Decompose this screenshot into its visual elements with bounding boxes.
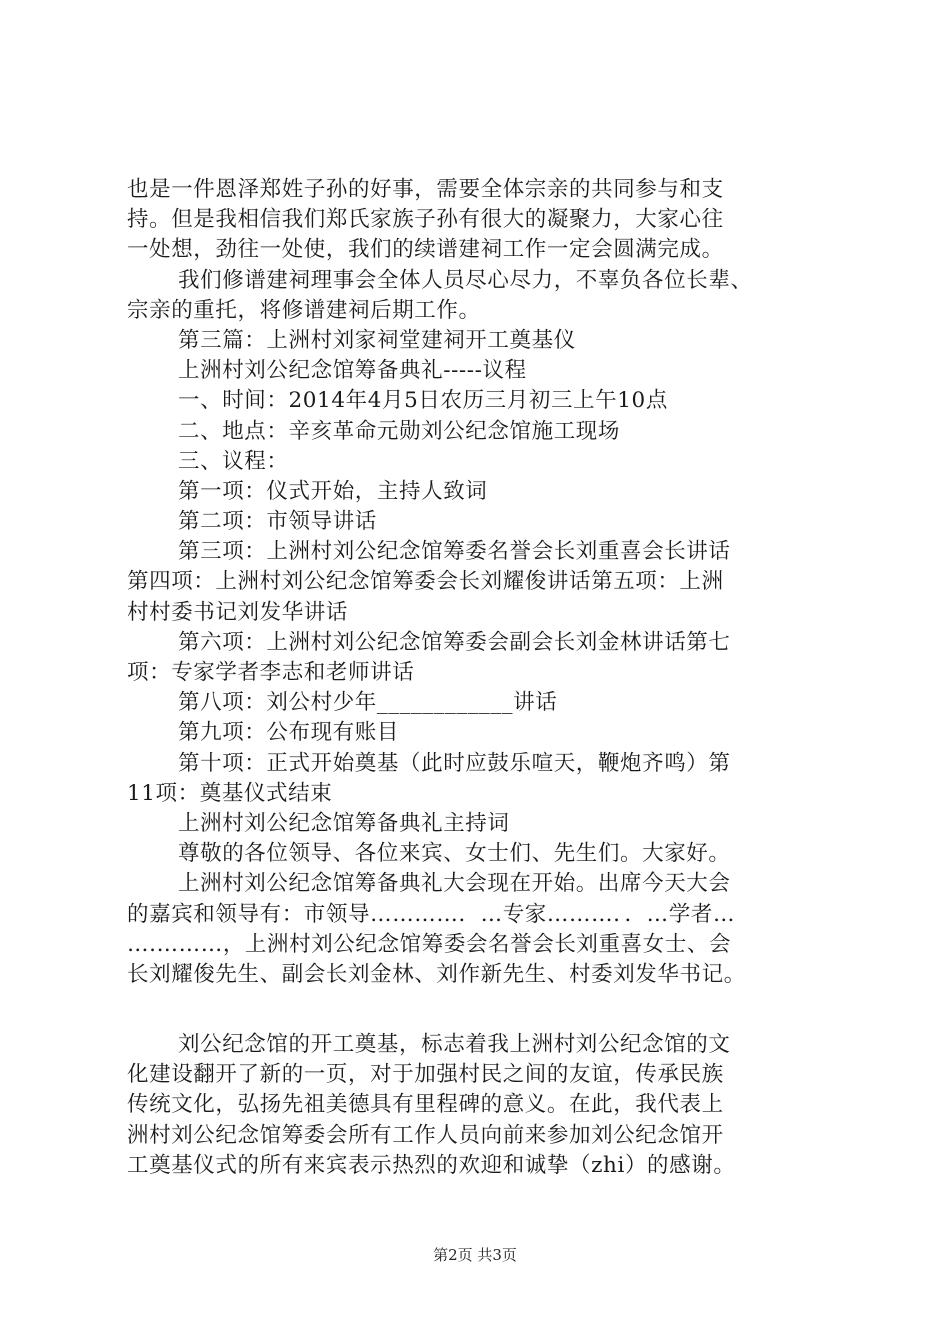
text-line: 持。但是我相信我们郑氏家族子孙有很大的凝聚力，大家心往 (127, 207, 724, 233)
text-line: 第二项：市领导讲话 (178, 509, 377, 535)
text-line: 尊敬的各位领导、各位来宾、女士们、先生们。大家好。 (178, 841, 731, 867)
paragraph-gap (127, 990, 827, 1030)
text-line: 长刘耀俊先生、副会长刘金林、刘作新先生、村委刘发华书记。 (127, 961, 746, 987)
text-line: 第九项：公布现有账目 (178, 720, 400, 746)
text-line: ….………，上洲村刘公纪念馆筹委会名誉会长刘重喜女士、会 (127, 931, 732, 957)
text-line: 工奠基仪式的所有来宾表示热烈的欢迎和诚挚（zhi）的感谢。 (127, 1152, 736, 1178)
text-line: 第一项：仪式开始，主持人致词 (178, 478, 488, 504)
text-line: 也是一件恩泽郑姓子孙的好事，需要全体宗亲的共同参与和支 (127, 177, 724, 202)
text-line: 上洲村刘公纪念馆筹备典礼-----议程 (178, 358, 527, 384)
text-line: 传统文化，弘扬先祖美德具有里程碑的意义。在此，我代表上 (127, 1092, 724, 1118)
text-line: 化建设翻开了新的一页，对于加强村民之间的友谊，传承民族 (127, 1062, 724, 1088)
text-line: 三、议程： (178, 448, 289, 474)
paragraph-block-bottom (127, 1030, 827, 1181)
text-line: 第八项：刘公村少年____________讲话 (178, 690, 558, 716)
text-line: 第三项：上洲村刘公纪念馆筹委名誉会长刘重喜会长讲话 (178, 539, 731, 565)
text-line: 的嘉宾和领导有：市领导…………．…专家………．．…学者… (127, 901, 736, 927)
document-body (127, 175, 827, 1181)
text-line: 村村委书记刘发华讲话 (127, 599, 349, 625)
text-line: 一、时间：2014年4月5日农历三月初三上午10点 (178, 388, 668, 414)
text-line: 刘公纪念馆的开工奠基，标志着我上洲村刘公纪念馆的文 (178, 1032, 731, 1058)
text-line: 第三篇：上洲村刘家祠堂建祠开工奠基仪 (178, 327, 576, 353)
paragraph-block-top (127, 175, 827, 990)
text-line: 第六项：上洲村刘公纪念馆筹委会副会长刘金林讲话第七 (178, 629, 731, 655)
text-line: 项：专家学者李志和老师讲话 (127, 660, 415, 685)
text-line: 宗亲的重托，将修谱建祠后期工作。 (127, 297, 481, 323)
text-line: 上洲村刘公纪念馆筹备典礼主持词 (178, 810, 510, 836)
text-line: 二、地点：辛亥革命元勋刘公纪念馆施工现场 (178, 418, 621, 444)
text-line: 第四项：上洲村刘公纪念馆筹委会长刘耀俊讲话第五项：上洲 (127, 569, 724, 595)
page-footer: 第2页 共3页 (433, 1246, 517, 1264)
text-line: 上洲村刘公纪念馆筹备典礼大会现在开始。出席今天大会 (178, 871, 731, 897)
text-line: 洲村刘公纪念馆筹委会所有工作人员向前来参加刘公纪念馆开 (127, 1122, 724, 1148)
text-line: 11项：奠基仪式结束 (127, 780, 333, 806)
text-line: 我们修谱建祠理事会全体人员尽心尽力，不辜负各位长辈、 (178, 267, 753, 293)
text-line: 第十项：正式开始奠基（此时应鼓乐喧天，鞭炮齐鸣）第 (178, 750, 731, 776)
text-line: 一处想，劲往一处使，我们的续谱建祠工作一定会圆满完成。 (127, 237, 724, 263)
